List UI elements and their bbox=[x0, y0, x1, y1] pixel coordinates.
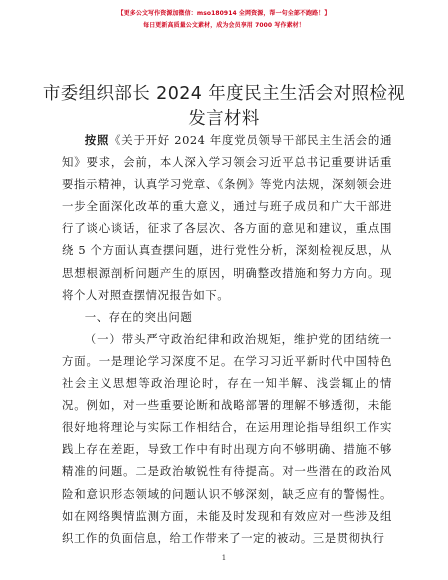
promo-banner-line-1: 【更多公文写作资源加微信：mso180914 全网资源，帮一句全部不跑路！】 bbox=[117, 10, 331, 17]
page-number: 1 bbox=[221, 554, 227, 562]
section-heading: 一、存在的突出问题 bbox=[84, 309, 193, 324]
intro-lead: 按照 bbox=[84, 133, 110, 147]
intro-text: 《关于开好 2024 年度党员领导干部民主生活会的通知》要求，会前，本人深入学习领会习近平总书记重要讲话重要指示精神，认真学习党章、《条例》等党内法规，深刻领会进一步全面深化改革的重大意义，通过与班子成员和广大干部进行了谈心谈话，征求了各层次、各方面的意见和建议，重点围绕 5 个方面认真查摆问题，进行党性分析，深刻检视反思，从思想根源剖析问题产生的原因，明确整改措施和努力方向。现将个人对照查摆情况报告如下。 bbox=[62, 133, 393, 302]
intro-paragraph bbox=[62, 129, 392, 306]
body-paragraph: （一）带头严守政治纪律和政治规矩，维护党的团结统一方面。一是理论学习深度不足。在学习习近平新时代中国特色社会主义思想等政治理论时，存在一知半解、浅尝辄止的情况。例如，对一些重要论断和战略部署的理解不够透彻，未能很好地将理论与实际工作相结合，在运用理论指导组织工作实践上存在差距，导致工作中有时出现方向不够明确、措施不够精准的问题。二是政治敏锐性有待提高。对一些潜在的政治风险和意识形态领域的问题认识不够深刻，缺乏应有的警惕性。如在网络舆情监测方面，未能及时发现和有效应对一些涉及组织工作的负面信息，给工作带来了一定的被动。三是贯彻执行 bbox=[62, 331, 392, 545]
promo-banner-line-2: 每日更新高质量公文素材，成为会员享用 7000 写作素材！ bbox=[143, 22, 305, 29]
document-title: 市委组织部长 2024 年度民主生活会对照检视发言材料 bbox=[42, 84, 406, 129]
document-body bbox=[62, 129, 392, 549]
